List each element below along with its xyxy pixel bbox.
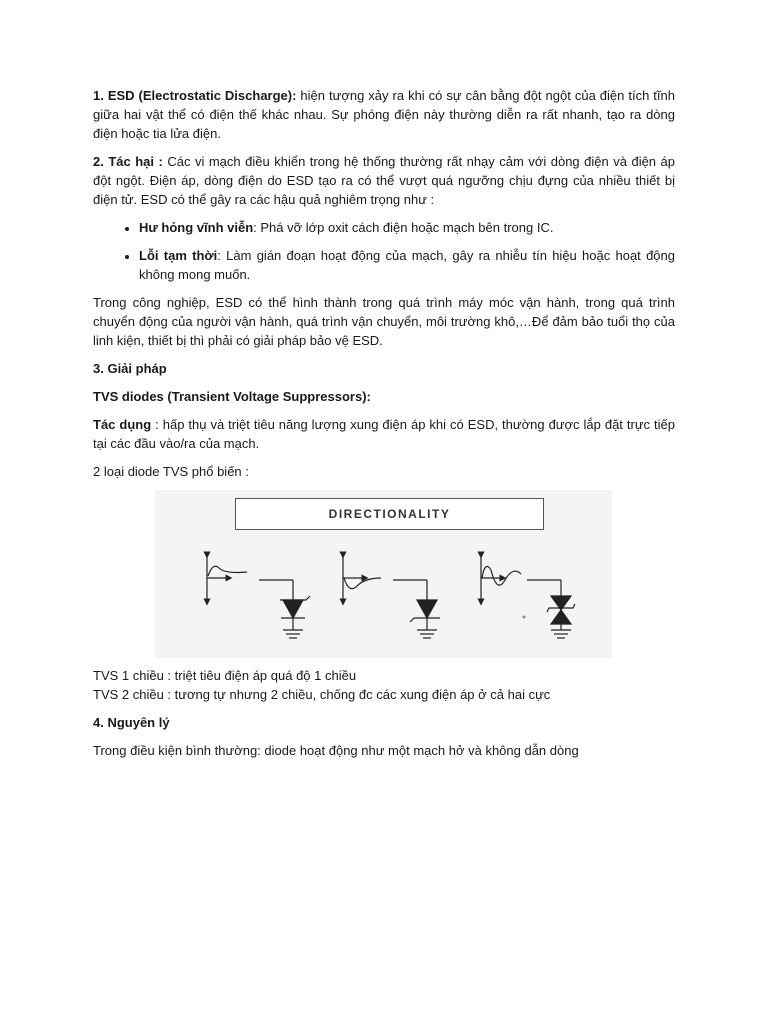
section-esd [93,86,675,143]
waveform-icon [207,555,247,602]
bullet-text: : Phá vỡ lớp oxit cách điện hoặc mạch bên trong IC. [253,220,554,235]
waveform-icon [481,555,521,602]
effect-text: : hấp thụ và triệt tiêu năng lượng xung điện áp khi có ESD, thường được lắp đặt trực tiếp tại các đầu vào/ra của mạch. [93,417,675,451]
tvs-subheading: TVS diodes (Transient Voltage Suppressors): [93,389,371,404]
figure-title: DIRECTIONALITY [235,498,544,530]
directionality-figure [155,490,612,658]
industry-paragraph: Trong công nghiệp, ESD có thể hình thành trong quá trình máy móc vận hành, trong quá trình chuyển động của người vận hành, quá trình vận chuyển, môi trường khô,…Để đảm bảo tuổi thọ của linh kiện, thiết bị thì phải có giải pháp bảo vệ ESD. [93,295,675,348]
bullet-text: : Làm gián đoạn hoạt động của mạch, gây ra nhiễu tín hiệu hoặc hoạt động không mong muốn. [139,248,675,282]
list-item [139,218,675,237]
esd-text: hiện tượng xảy ra khi có sự cân bằng đột ngột của điện tích tĩnh giữa hai vật thể có điện thế khác nhau. Sự phóng điện này thường diễn ra rất nhanh, tạo ra dòng điện hoặc tia lửa điện. [93,88,675,141]
solution-heading: 3. Giải pháp [93,361,167,376]
tvs-unidirectional-icon [393,580,440,638]
tvs1-line: TVS 1 chiều : triệt tiêu điện áp quá độ 1 chiều [93,668,357,683]
tvs-unidirectional-icon [259,580,310,638]
principle-text: Trong điều kiện bình thường: diode hoạt động như một mạch hở và không dẫn dòng [93,743,579,758]
harm-text: Các vi mạch điều khiển trong hệ thống thường rất nhạy cảm với dòng điện và điện áp đột ngột. Điện áp, dòng điện do ESD tạo ra có thể vượt quá ngưỡng chịu đựng của nhiều thiết bị điện tử. ESD có thể gây ra các hậu quả nghiêm trọng như : [93,154,675,207]
dot-mark [523,616,526,619]
bullet-label: Lỗi tạm thời [139,248,218,263]
harm-label: 2. Tác hại : [93,154,163,169]
waveform-icon [343,555,381,602]
tvs2-line: TVS 2 chiều : tương tự nhưng 2 chiều, chống đc các xung điện áp ở cả hai cực [93,687,551,702]
tvs-bidirectional-icon [527,580,575,638]
harm-list [93,218,675,284]
principle-heading: 4. Nguyên lý [93,715,170,730]
types-intro: 2 loại diode TVS phổ biến : [93,464,249,479]
document-page [93,86,675,769]
bullet-label: Hư hỏng vĩnh viễn [139,220,254,235]
section-harm [93,152,675,209]
effect-paragraph [93,415,675,453]
effect-label: Tác dụng [93,417,152,432]
esd-label: 1. ESD (Electrostatic Discharge): [93,88,297,103]
list-item [139,246,675,284]
tvs-diagram [155,490,612,658]
